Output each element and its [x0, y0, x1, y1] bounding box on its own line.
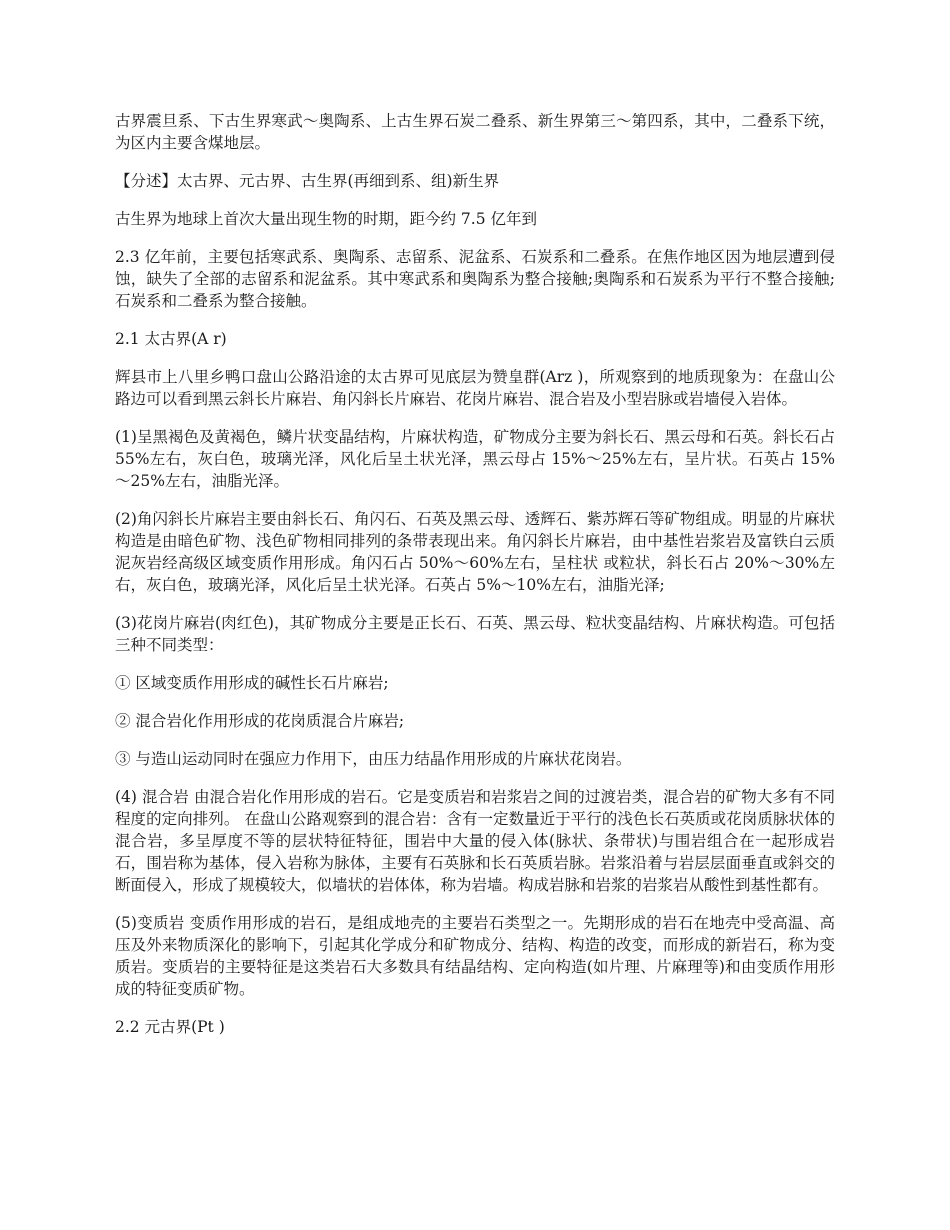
paragraph-strata-overview: 古界震旦系、下古生界寒武～奥陶系、上古生界石炭二叠系、新生界第三～第四系，其中，二叠系下统，为区内主要含煤地层。	[115, 112, 835, 152]
section-heading-archean: 2.1 太古界(A r)	[115, 330, 227, 348]
paragraph-granite-gneiss: (3)花岗片麻岩(肉红色)，其矿物成分主要是正长石、石英、黑云母、粒状变晶结构、片麻状构造。可包括三种不同类型：	[115, 614, 835, 654]
paragraph-archean-observation: 辉县市上八里乡鸭口盘山公路沿途的太古界可见底层为赞皇群(Arz )，所观察到的地质现象为：在盘山公路边可以看到黑云斜长片麻岩、角闪斜长片麻岩、花岗片麻岩、混合岩及小型岩脉或岩墙侵入岩体。	[115, 368, 835, 408]
section-heading-proterozoic: 2.2 元古界(Pt )	[115, 1018, 225, 1036]
paragraph-paleozoic-intro: 古生界为地球上首次大量出现生物的时期，距今约 7.5 亿年到	[115, 210, 538, 228]
list-item-type-1: ① 区域变质作用形成的碱性长石片麻岩;	[115, 674, 389, 692]
list-item-type-2: ② 混合岩化作用形成的花岗质混合片麻岩;	[115, 712, 405, 730]
list-item-type-3: ③ 与造山运动同时在强应力作用下，由压力结晶作用形成的片麻状花岗岩。	[115, 750, 632, 768]
paragraph-biotite-gneiss: (1)呈黑褐色及黄褐色，鳞片状变晶结构，片麻状构造，矿物成分主要为斜长石、黑云母和石英。斜长石占 55%左右，灰白色，玻璃光泽，风化后呈土状光泽，黑云母占 15%～25%左右，呈片状。石英占 15%～25%左右，油脂光泽。	[115, 428, 835, 490]
paragraph-metamorphic-rock: (5)变质岩 变质作用形成的岩石，是组成地壳的主要岩石类型之一。先期形成的岩石在地壳中受高温、高压及外来物质深化的影响下，引起其化学成分和矿物成分、结构、构造的改变，而形成的新岩石，称为变质岩。变质岩的主要特征是这类岩石大多数具有结晶结构、定向构造(如片理、片麻理等)和由变质作用形成的特征变质矿物。	[115, 914, 835, 998]
paragraph-amphibole-gneiss: (2)角闪斜长片麻岩主要由斜长石、角闪石、石英及黑云母、透辉石、紫苏辉石等矿物组成。明显的片麻状构造是由暗色矿物、浅色矿物相同排列的条带表现出来。角闪斜长片麻岩，由中基性岩浆岩及富铁白云质泥灰岩经高级区域变质作用形成。角闪石占 50%～60%左右，呈柱状 或粒状，斜长石占 20%～30%左右，灰白色，玻璃光泽，风化后呈土状光泽。石英占 5%～10%左右，油脂光泽;	[115, 510, 835, 594]
paragraph-migmatite: (4) 混合岩 由混合岩化作用形成的岩石。它是变质岩和岩浆岩之间的过渡岩类，混合岩的矿物大多有不同程度的定向排列。 在盘山公路观察到的混合岩：含有一定数量近于平行的浅色长石英质或花岗质脉状体的混合岩，多呈厚度不等的层状特征特征，围岩中大量的侵入体(脉状、条带状)与围岩组合在一起形成岩石，围岩称为基体，侵入岩称为脉体，主要有石英脉和长石英质岩脉。岩浆沿着与岩层层面垂直或斜交的断面侵入，形成了规模较大，似墙状的岩体体，称为岩墙。构成岩脉和岩浆的岩浆岩从酸性到基性都有。	[115, 788, 835, 894]
paragraph-paleozoic-systems: 2.3 亿年前，主要包括寒武系、奥陶系、志留系、泥盆系、石炭系和二叠系。在焦作地区因为地层遭到侵蚀，缺失了全部的志留系和泥盆系。其中寒武系和奥陶系为整合接触;奥陶系和石炭系为平行不整合接触;石炭系和二叠系为整合接触。	[115, 248, 835, 310]
paragraph-breakdown: 【分述】太古界、元古界、古生界(再细到系、组)新生界	[115, 172, 500, 190]
